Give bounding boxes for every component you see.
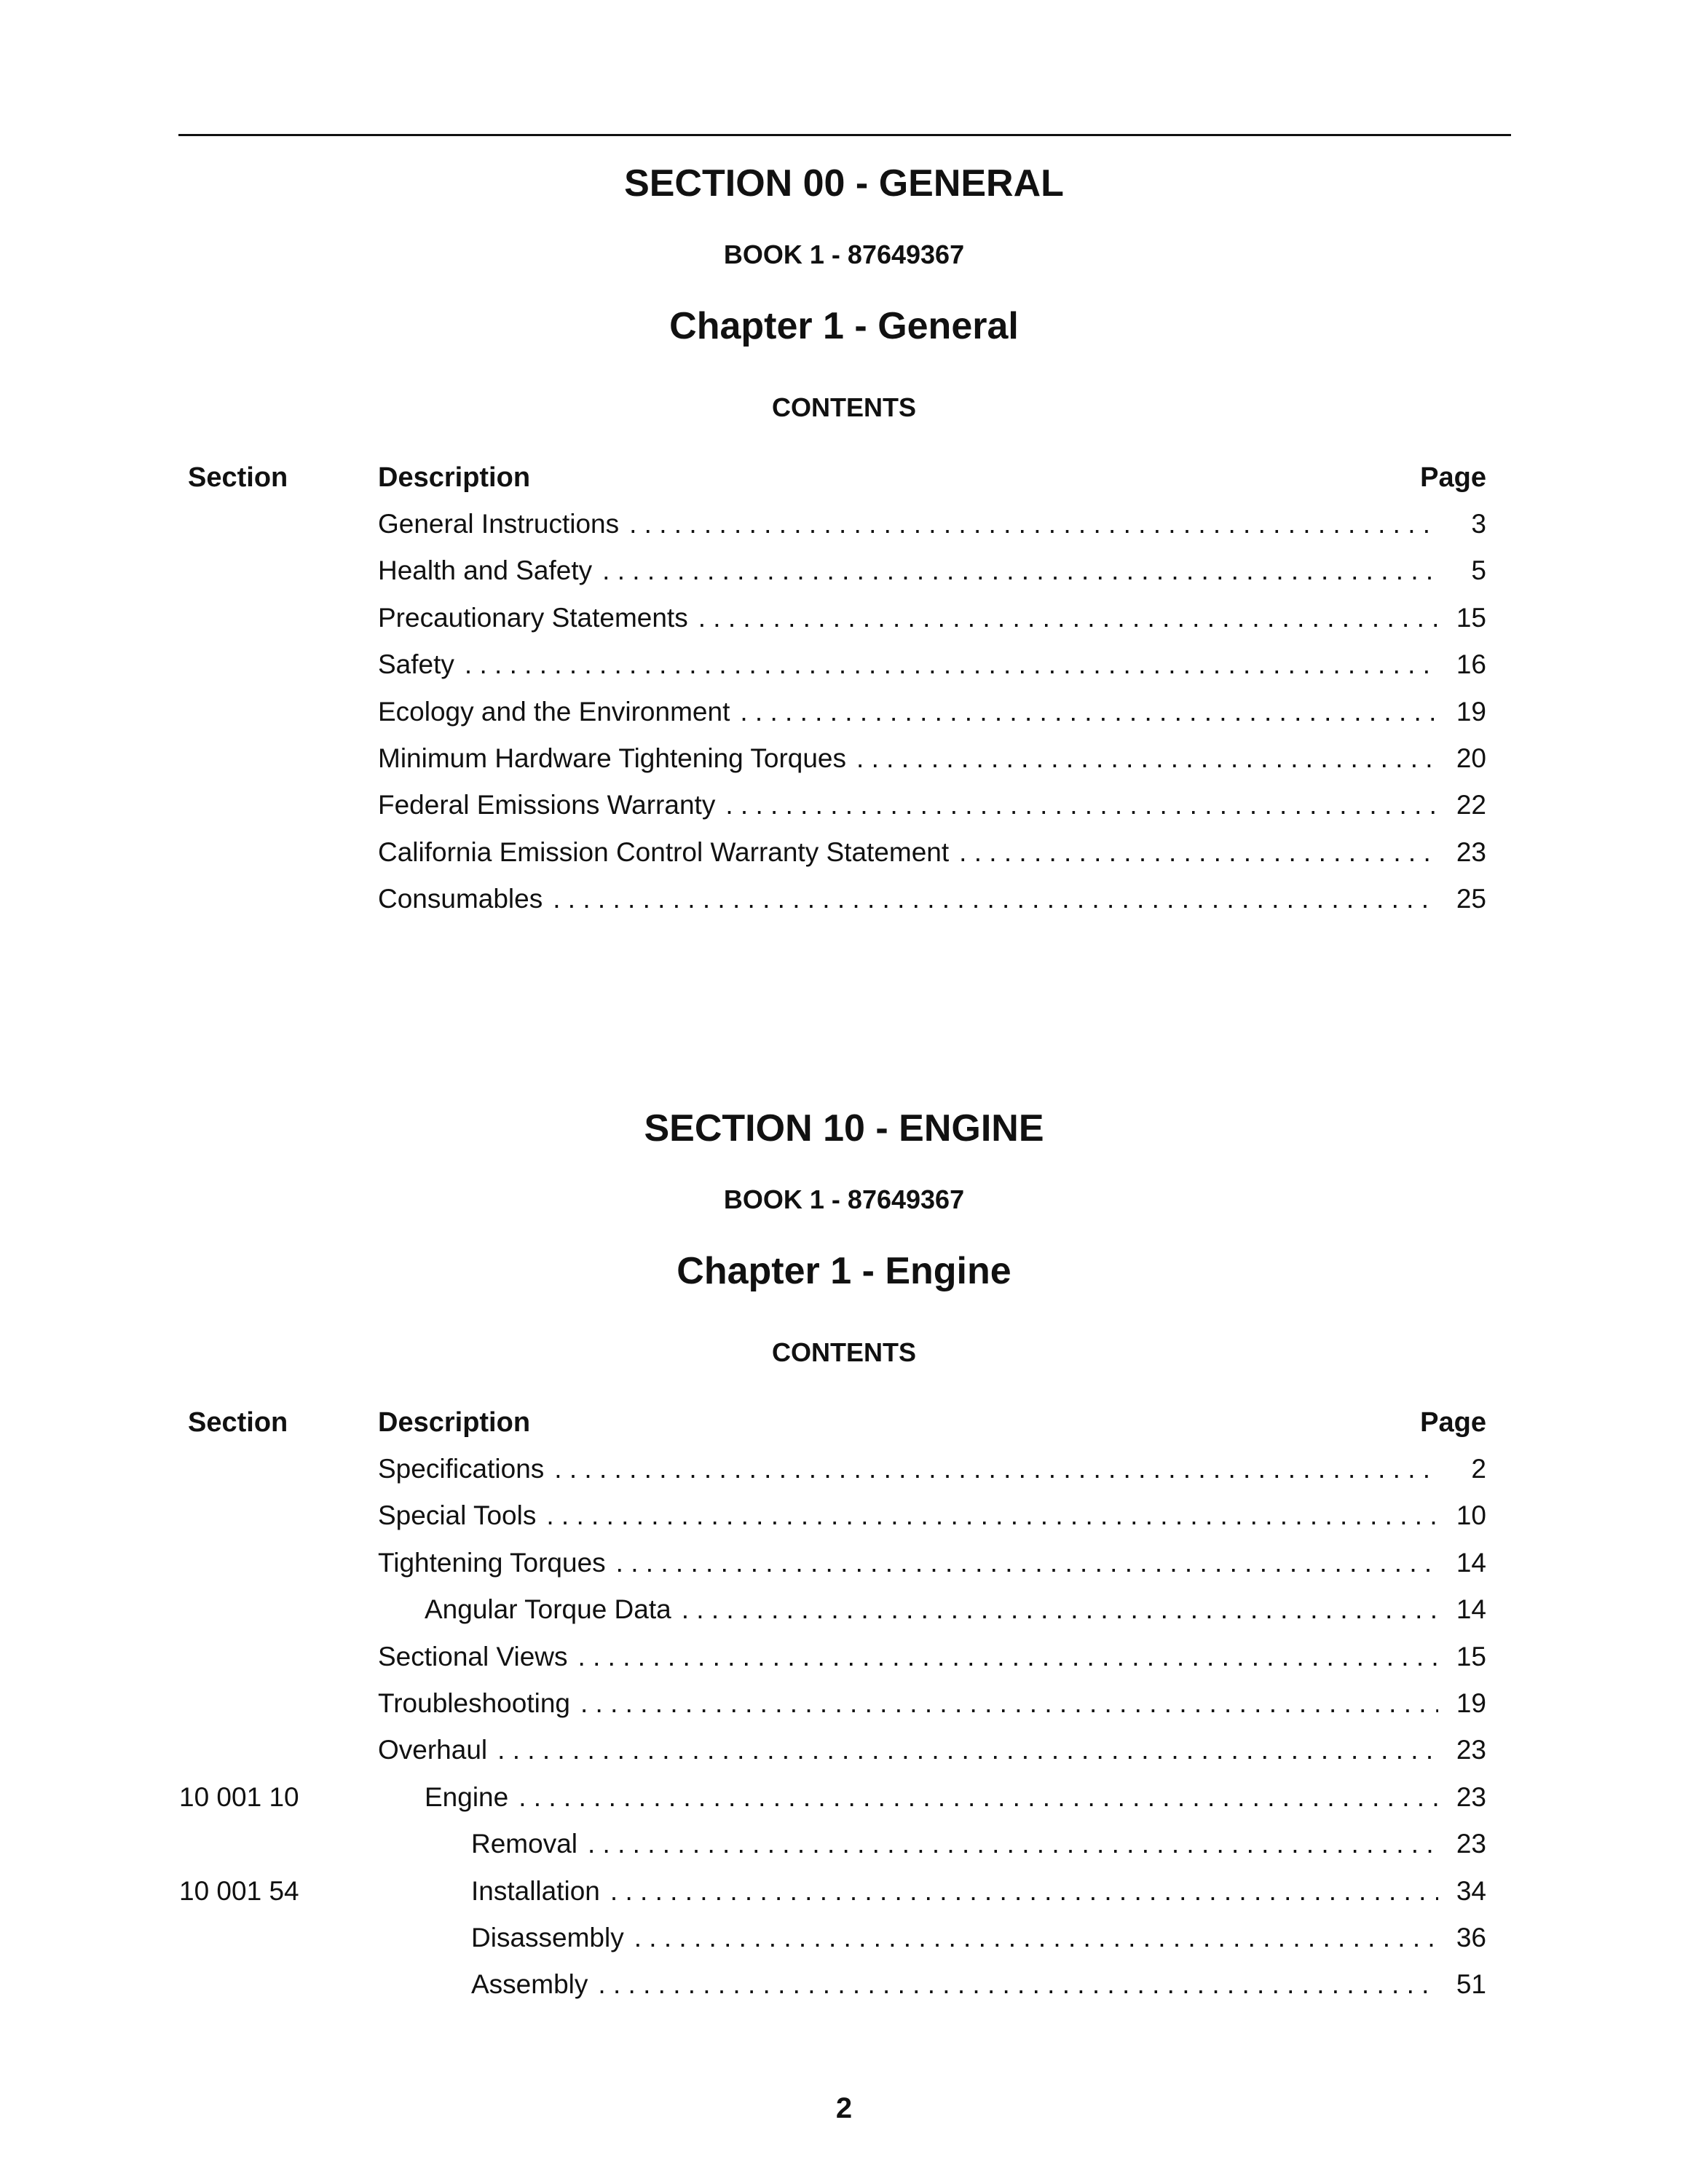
toc-page: 23 <box>1456 1829 1486 1859</box>
header-description: Description <box>378 462 531 493</box>
header-description: Description <box>378 1407 531 1438</box>
toc-row[interactable] <box>0 1734 1688 1781</box>
section-code: 10 001 54 <box>179 1875 299 1906</box>
toc-label: Tightening Torques <box>378 1547 606 1578</box>
toc-row[interactable] <box>0 602 1688 649</box>
toc-entry[interactable] <box>378 1641 1486 1673</box>
toc-label: Safety <box>378 649 454 680</box>
section-00-block <box>0 162 1688 930</box>
toc-page: 25 <box>1456 884 1486 914</box>
leader-dots <box>518 1781 1438 1813</box>
toc-row[interactable] <box>0 1781 1688 1828</box>
contents-heading: CONTENTS <box>772 1337 916 1367</box>
toc-entry[interactable] <box>378 1500 1486 1532</box>
toc-page: 36 <box>1456 1922 1486 1952</box>
leader-dots <box>856 743 1438 775</box>
toc-page: 3 <box>1471 509 1486 539</box>
toc-row[interactable] <box>0 1828 1688 1875</box>
toc-entry[interactable] <box>378 883 1486 915</box>
toc-header-row <box>0 1406 1688 1453</box>
toc-entry[interactable] <box>471 1875 1486 1907</box>
leader-dots <box>598 1969 1438 2001</box>
toc-entry[interactable] <box>378 1453 1486 1485</box>
toc-entry[interactable] <box>378 836 1486 869</box>
toc-row[interactable] <box>0 1594 1688 1640</box>
toc-page: 23 <box>1456 1781 1486 1812</box>
toc-entry[interactable] <box>378 1734 1486 1766</box>
toc-page: 14 <box>1456 1547 1486 1578</box>
leader-dots <box>725 789 1438 821</box>
toc-label: Angular Torque Data <box>425 1594 671 1625</box>
toc-label: Specifications <box>378 1454 545 1484</box>
header-page: Page <box>1420 1407 1486 1438</box>
leader-dots <box>610 1875 1438 1907</box>
toc-row[interactable] <box>0 1500 1688 1546</box>
leader-dots <box>578 1641 1438 1673</box>
toc-label: Federal Emissions Warranty <box>378 790 716 820</box>
leader-dots <box>553 883 1438 915</box>
leader-dots <box>682 1594 1438 1626</box>
leader-dots <box>554 1453 1438 1485</box>
leader-dots <box>546 1500 1438 1532</box>
toc-row[interactable] <box>0 696 1688 743</box>
toc-label: General Instructions <box>378 509 620 539</box>
toc-entry[interactable] <box>378 743 1486 775</box>
section-code: 10 001 10 <box>179 1781 299 1812</box>
toc-row[interactable] <box>0 649 1688 695</box>
toc-page: 23 <box>1456 836 1486 867</box>
toc-header-row <box>0 462 1688 508</box>
toc-page: 15 <box>1456 602 1486 633</box>
header-section: Section <box>188 462 288 493</box>
chapter-title: Chapter 1 - General <box>669 305 1019 347</box>
leader-dots <box>629 508 1438 540</box>
toc-row[interactable] <box>0 1641 1688 1688</box>
toc-label: Ecology and the Environment <box>378 696 730 727</box>
toc-label: Special Tools <box>378 1500 537 1531</box>
toc-entry[interactable] <box>378 696 1486 728</box>
toc-label: California Emission Control Warranty Statement <box>378 836 950 867</box>
book-label: BOOK 1 - 87649367 <box>723 240 965 269</box>
toc-page: 23 <box>1456 1735 1486 1765</box>
toc-entry[interactable] <box>378 602 1486 634</box>
toc-page: 19 <box>1456 1688 1486 1718</box>
toc-row[interactable] <box>0 1547 1688 1594</box>
toc-row[interactable] <box>0 836 1688 883</box>
toc-label: Removal <box>471 1829 577 1859</box>
toc-entry[interactable] <box>471 1828 1486 1860</box>
toc-label: Consumables <box>378 884 543 914</box>
toc-page: 20 <box>1456 743 1486 773</box>
section-title: SECTION 00 - GENERAL <box>624 162 1064 205</box>
toc-row[interactable] <box>0 555 1688 601</box>
leader-dots <box>959 836 1438 869</box>
toc-label: Disassembly <box>471 1922 624 1952</box>
toc-page: 10 <box>1456 1500 1486 1531</box>
header-section: Section <box>188 1407 288 1438</box>
leader-dots <box>740 696 1438 728</box>
book-label: BOOK 1 - 87649367 <box>723 1184 965 1214</box>
toc-label: Sectional Views <box>378 1641 568 1671</box>
toc-label: Installation <box>471 1875 600 1906</box>
toc-entry[interactable] <box>378 508 1486 540</box>
toc-page: 51 <box>1456 1969 1486 2000</box>
toc-entry[interactable] <box>378 1688 1486 1720</box>
header-page: Page <box>1420 462 1486 493</box>
toc-label: Assembly <box>471 1969 588 2000</box>
toc-page: 19 <box>1456 696 1486 727</box>
section-title: SECTION 10 - ENGINE <box>644 1107 1044 1150</box>
toc-page: 16 <box>1456 649 1486 680</box>
toc-row[interactable] <box>0 883 1688 930</box>
toc-entry[interactable] <box>378 1547 1486 1579</box>
toc-row[interactable] <box>0 1922 1688 1969</box>
toc-row[interactable] <box>0 743 1688 789</box>
toc-entry[interactable] <box>471 1922 1486 1954</box>
toc-row[interactable] <box>0 1688 1688 1734</box>
toc-page: 22 <box>1456 790 1486 820</box>
toc-label: Precautionary Statements <box>378 602 688 633</box>
section-10-block <box>0 1107 1688 2016</box>
toc-label: Health and Safety <box>378 555 593 586</box>
chapter-title: Chapter 1 - Engine <box>677 1250 1011 1292</box>
toc-row[interactable] <box>0 508 1688 555</box>
toc-label: Minimum Hardware Tightening Torques <box>378 743 847 773</box>
leader-dots <box>698 602 1438 634</box>
toc-entry[interactable] <box>378 649 1486 681</box>
page-number: 2 <box>835 2092 853 2124</box>
top-rule <box>178 134 1511 136</box>
leader-dots <box>465 649 1438 681</box>
toc-entry[interactable] <box>378 555 1486 587</box>
leader-dots <box>588 1828 1438 1860</box>
toc-page: 2 <box>1471 1454 1486 1484</box>
toc-page: 14 <box>1456 1594 1486 1625</box>
toc-entry[interactable] <box>471 1969 1486 2001</box>
toc-entry[interactable] <box>425 1594 1486 1626</box>
toc-row[interactable] <box>0 1453 1688 1500</box>
toc-row[interactable] <box>0 1969 1688 2015</box>
toc-entry[interactable] <box>425 1781 1486 1813</box>
leader-dots <box>602 555 1438 587</box>
toc-page: 5 <box>1471 555 1486 586</box>
toc-row[interactable] <box>0 789 1688 836</box>
toc-table <box>0 1406 1688 2016</box>
leader-dots <box>616 1547 1438 1579</box>
toc-row[interactable] <box>0 1875 1688 1922</box>
toc-label: Troubleshooting <box>378 1688 570 1718</box>
contents-heading: CONTENTS <box>772 392 916 422</box>
toc-table <box>0 462 1688 930</box>
toc-label: Overhaul <box>378 1735 488 1765</box>
leader-dots <box>580 1688 1438 1720</box>
leader-dots <box>497 1734 1438 1766</box>
toc-label: Engine <box>425 1781 509 1812</box>
toc-entry[interactable] <box>378 789 1486 821</box>
leader-dots <box>634 1922 1438 1954</box>
toc-page: 34 <box>1456 1875 1486 1906</box>
toc-page: 15 <box>1456 1641 1486 1671</box>
